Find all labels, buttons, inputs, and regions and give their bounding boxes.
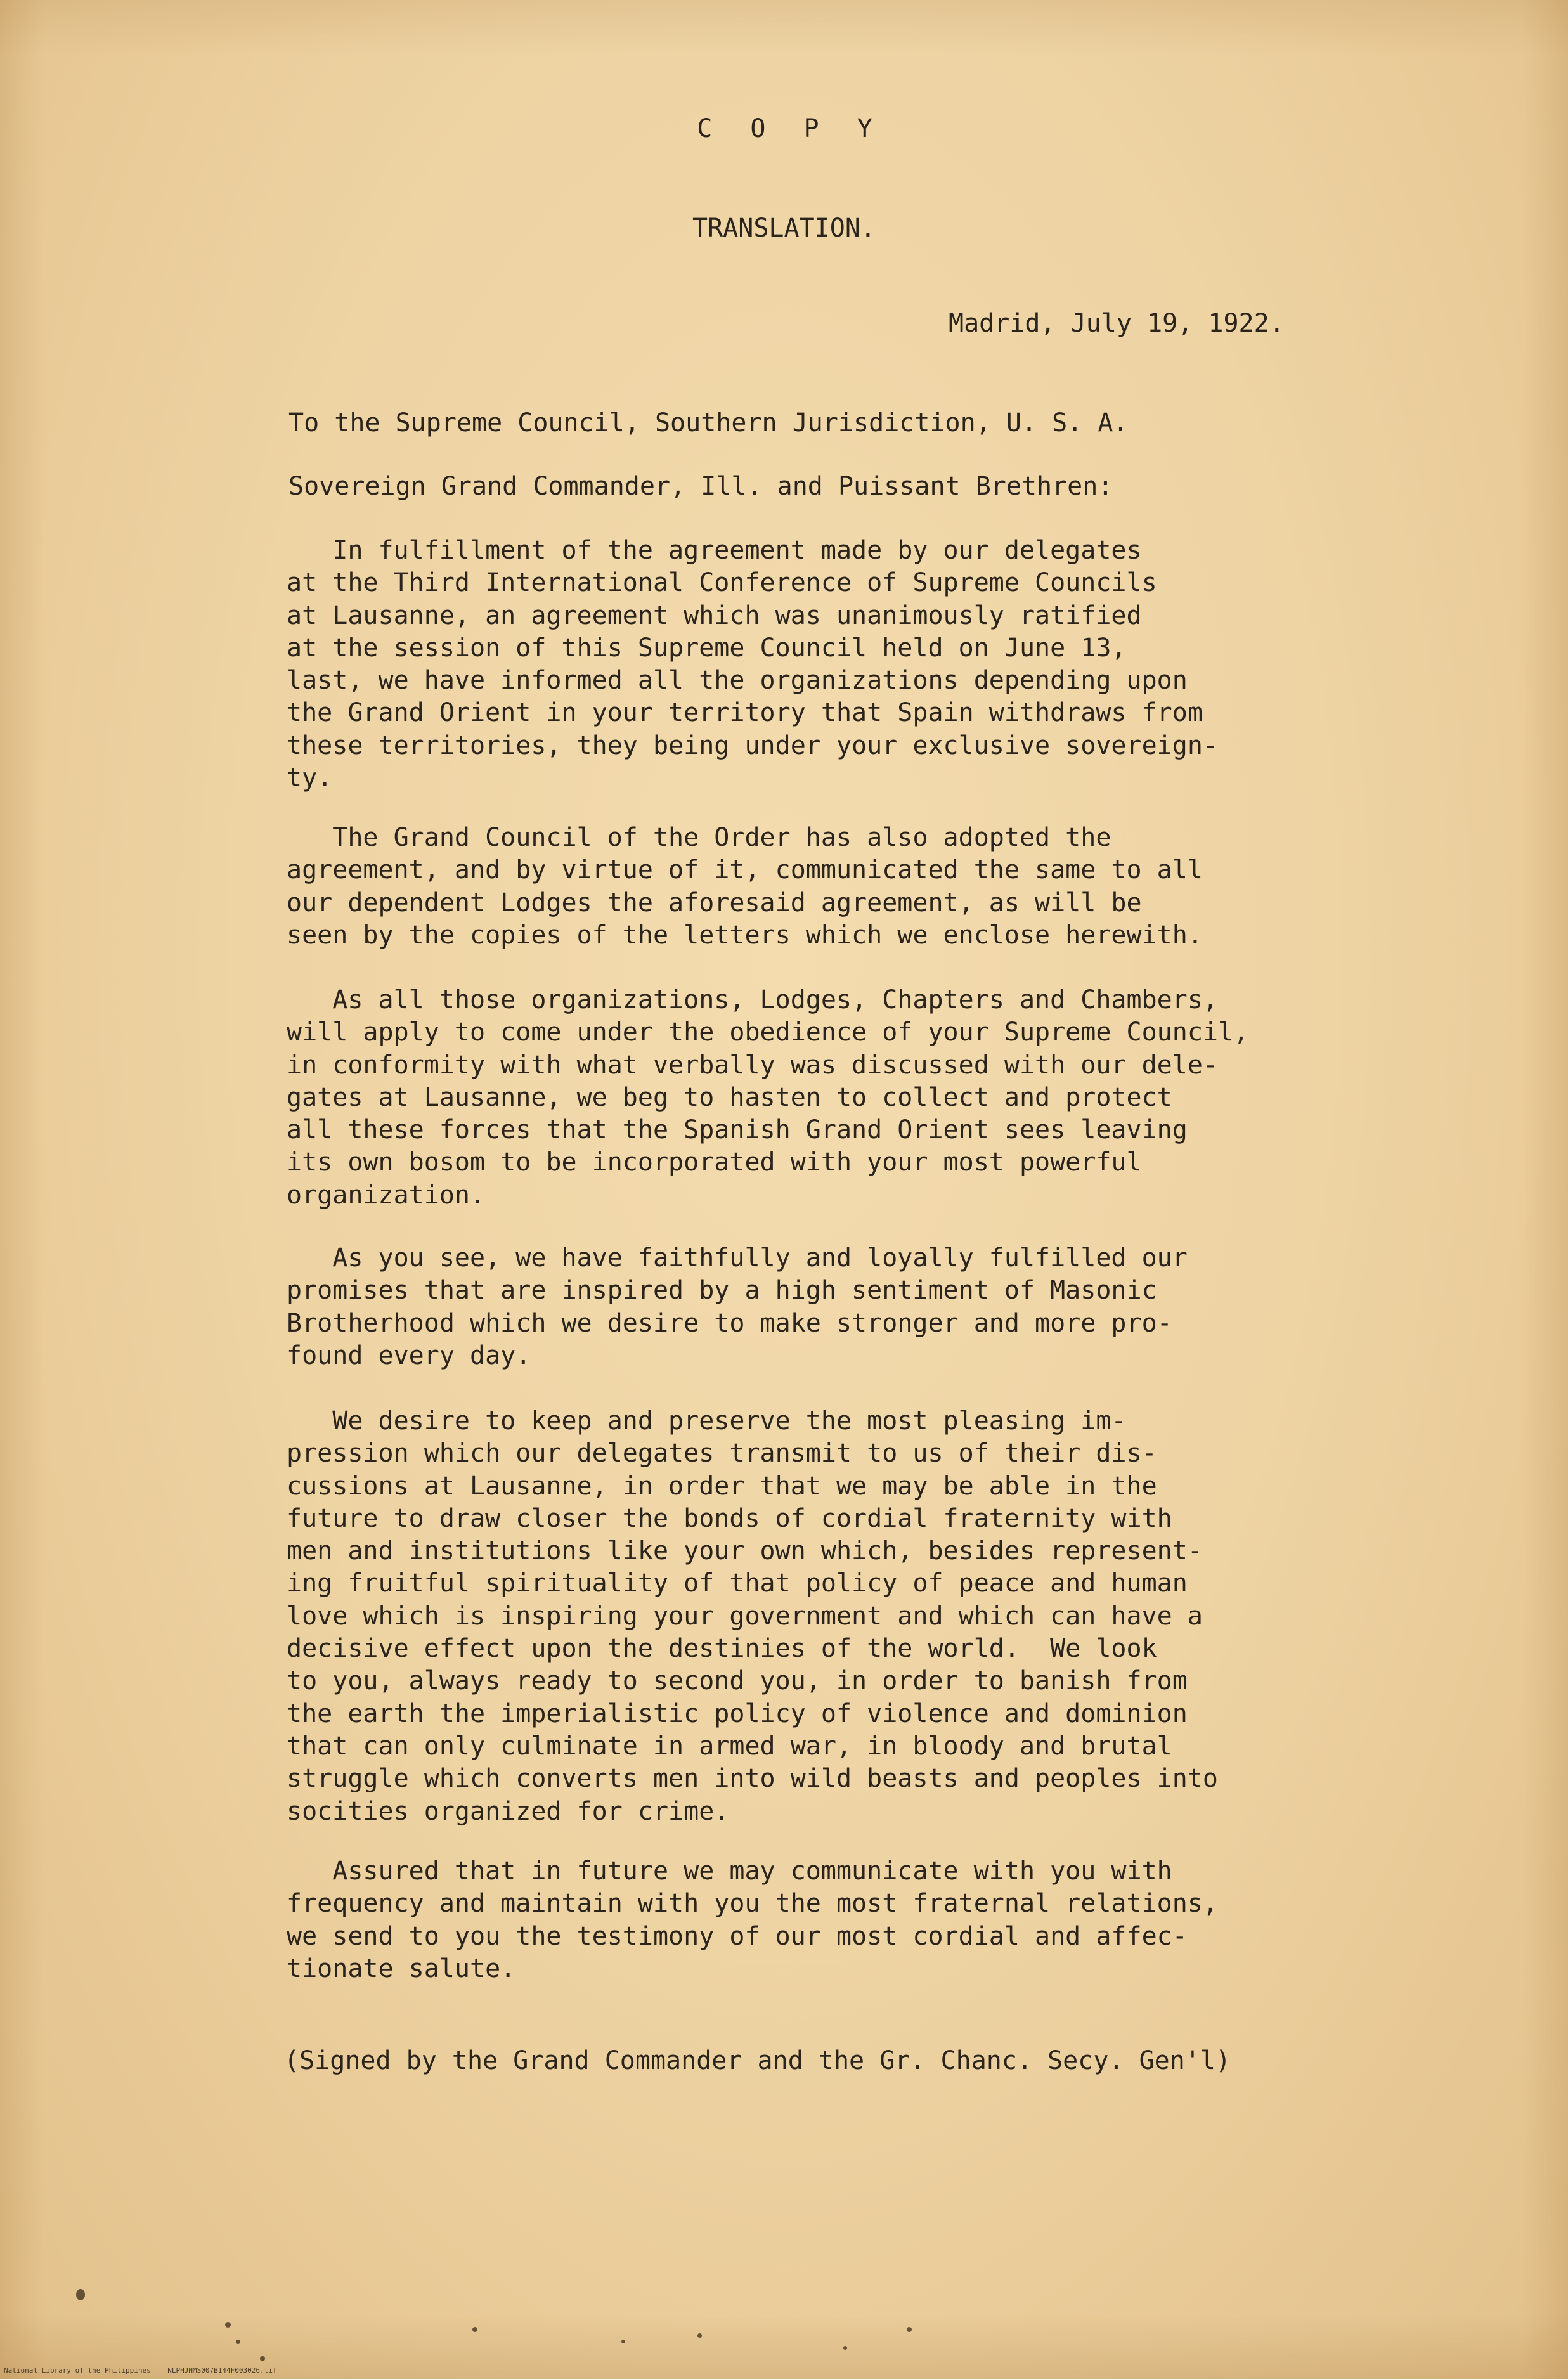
paper-speck bbox=[697, 2333, 702, 2338]
paper-speck bbox=[843, 2346, 847, 2350]
paper-speck bbox=[260, 2356, 265, 2361]
paragraph-fulfillment: In fulfillment of the agreement made by our delegates at the Third International Conference of Supreme Councils at Lausanne, an agreement which was unanimously ratified at the session of this Supreme Council held on June 13, last, we have informed all the organizations depending upon the Grand Orient in your territory that Spain withdraws from these territories, they being under your exclusive sovereign- ty. bbox=[287, 536, 1219, 793]
salutation: Sovereign Grand Commander, Ill. and Puissant Brethren: bbox=[288, 472, 1113, 501]
paragraph-closing: Assured that in future we may communicate with you with frequency and maintain with you the most fraternal relations, we send to you the testimony of our most cordial and affec- tionate salute. bbox=[287, 1857, 1219, 1983]
paragraph-organizations: As all those organizations, Lodges, Chapters and Chambers, will apply to come under the obedience of your Supreme Council, in conformity with what verbally was discussed with our dele- gates at Lausanne, we beg to hasten to collect and protect all these forces that the Spanish Grand Orient sees leaving its own bosom to be incorporated with your most powerful organization. bbox=[287, 985, 1249, 1210]
paper-speck bbox=[621, 2340, 625, 2343]
dateline: Madrid, July 19, 1922. bbox=[949, 309, 1285, 338]
addressee: To the Supreme Council, Southern Jurisdiction, U. S. A. bbox=[288, 408, 1129, 438]
translation-heading: TRANSLATION. bbox=[692, 214, 876, 243]
paper-speck bbox=[225, 2322, 231, 2328]
signature-note: (Signed by the Grand Commander and the Gr. Chanc. Secy. Gen'l) bbox=[284, 2046, 1231, 2075]
copy-heading: C O P Y bbox=[697, 114, 884, 143]
paper-speck bbox=[907, 2327, 912, 2332]
paragraph-impression: We desire to keep and preserve the most pleasing im- pression which our delegates transmit to us of their dis- cussions at Lausanne, in order that we may be able in the future to draw closer the bonds of cordial fraternity with men and institutions like your own which, besides represent- ing fruitful spirituality of that policy of peace and human love which is inspiring your government and which can have a decisive effect upon the destinies of the world. We look to you, always ready to second you, in order to banish from the earth the imperialistic policy of violence and dominion that can only culminate in armed war, in bloody and brutal struggle which converts men into wild beasts and peoples into socities organized for crime. bbox=[287, 1406, 1219, 1826]
scan-caption: National Library of the Philippines NLPHJHMS007B144F003026.tif bbox=[4, 2366, 277, 2375]
paper-speck bbox=[236, 2340, 240, 2344]
paragraph-promises: As you see, we have faithfully and loyally fulfilled our promises that are inspired by a high sentiment of Masonic Brotherhood which we desire to make stronger and more pro- found every day. bbox=[287, 1243, 1188, 1370]
paragraph-grand-council: The Grand Council of the Order has also adopted the agreement, and by virtue of it, communicated the same to all our dependent Lodges the aforesaid agreement, as will be seen by the copies of the letters which we enclose herewith. bbox=[287, 823, 1203, 950]
paper-speck bbox=[472, 2327, 477, 2332]
paper-speck bbox=[76, 2289, 85, 2300]
